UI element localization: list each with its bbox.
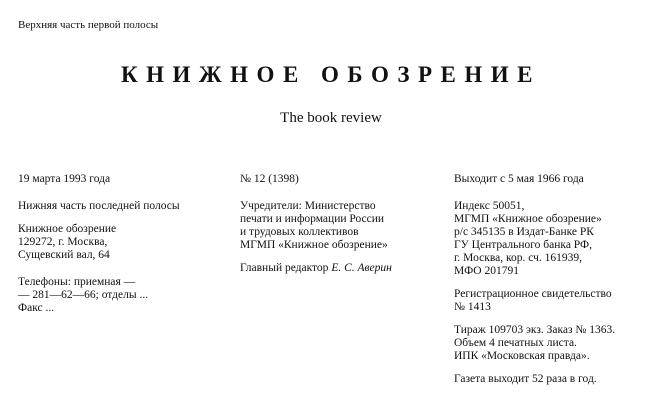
phones-line: — 281—62—66; отделы ...: [18, 289, 149, 301]
bank-line: р/с 345135 в Издат-Банке РК: [454, 226, 594, 238]
circulation-line: Объем 4 печатных листа.: [454, 337, 577, 349]
published-since: Выходит с 5 мая 1966 года: [454, 173, 584, 185]
right-column: [454, 173, 615, 386]
address-block: [18, 223, 180, 262]
address-line: Книжное обозрение: [18, 223, 117, 235]
bank-line: МФО 201791: [454, 265, 519, 277]
founders-line: печати и информации России: [240, 213, 385, 225]
phones-block: [18, 276, 180, 315]
issue-number: № 12 (1398): [240, 173, 299, 185]
bank-line: МГМП «Книжное обозрение»: [454, 213, 602, 225]
address-line: 129272, г. Москва,: [18, 236, 108, 248]
left-column: [18, 173, 180, 315]
bank-line: Индекс 50051,: [454, 200, 525, 212]
middle-column: [240, 173, 392, 275]
phones-line: Факс ...: [18, 302, 55, 314]
frequency-line: Газета выходит 52 раза в год.: [454, 373, 597, 385]
founders-line: Учредители: Министерство: [240, 200, 376, 212]
bottom-part-label: Нижняя часть последней полосы: [18, 200, 180, 212]
circulation-block: [454, 324, 615, 363]
circulation-line: ИПК «Московская правда».: [454, 350, 590, 362]
bank-line: ГУ Центрального банка РФ,: [454, 239, 592, 251]
bank-details-block: [454, 200, 615, 278]
top-note: Верхняя часть первой полосы: [18, 19, 159, 31]
circulation-line: Тираж 109703 экз. Заказ № 1363.: [454, 324, 616, 336]
newspaper-subtitle: The book review: [280, 110, 382, 126]
chief-editor: [240, 262, 392, 275]
registration-line: № 1413: [454, 301, 491, 313]
chief-editor-name: Е. С. Аверин: [331, 262, 392, 274]
newspaper-title: КНИЖНОЕ ОБОЗРЕНИЕ: [120, 62, 542, 87]
chief-editor-label: Главный редактор: [240, 262, 329, 274]
phones-line: Телефоны: приемная —: [18, 276, 136, 288]
founders-line: и трудовых коллективов: [240, 226, 359, 238]
address-line: Сущевский вал, 64: [18, 249, 110, 261]
founders-line: МГМП «Книжное обозрение»: [240, 239, 388, 251]
registration-line: Регистрационное свидетельство: [454, 288, 612, 300]
founders-block: [240, 200, 392, 252]
registration-block: [454, 288, 615, 314]
issue-date: 19 марта 1993 года: [18, 173, 111, 185]
bank-line: г. Москва, кор. сч. 161939,: [454, 252, 583, 264]
